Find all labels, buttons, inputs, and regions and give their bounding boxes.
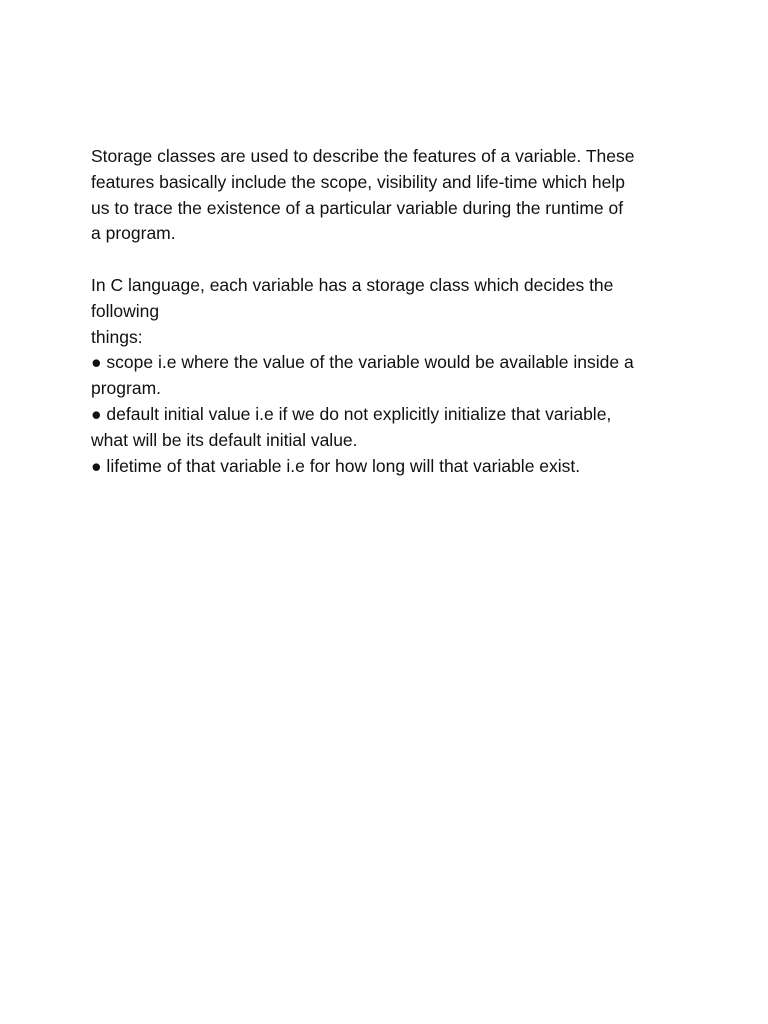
text-line: what will be its default initial value. [91, 429, 358, 450]
bullet-lifetime: ● lifetime of that variable i.e for how long will that variable exist. [91, 455, 581, 476]
text-line: Storage classes are used to describe the features of a variable. These [91, 146, 635, 166]
text-line: things: [91, 326, 143, 347]
intro-paragraph [91, 144, 691, 247]
bullet-default-initial-value: ● default initial value i.e if we do not explicitly initialize that variable, [91, 403, 612, 424]
text-line: a program. [91, 223, 176, 244]
text-line: In C language, each variable has a storage class which decides the [91, 274, 614, 295]
bullet-scope: ● scope i.e where the value of the variable would be available inside a [91, 352, 634, 373]
document-body [91, 144, 691, 479]
text-line: program. [91, 378, 162, 399]
text-line: us to trace the existence of a particular variable during the runtime of [91, 197, 624, 218]
text-line: following [91, 300, 160, 321]
storage-class-paragraph [91, 273, 691, 479]
text-line: features basically include the scope, visibility and life-time which help [91, 171, 626, 192]
paragraph-spacer [91, 247, 691, 273]
